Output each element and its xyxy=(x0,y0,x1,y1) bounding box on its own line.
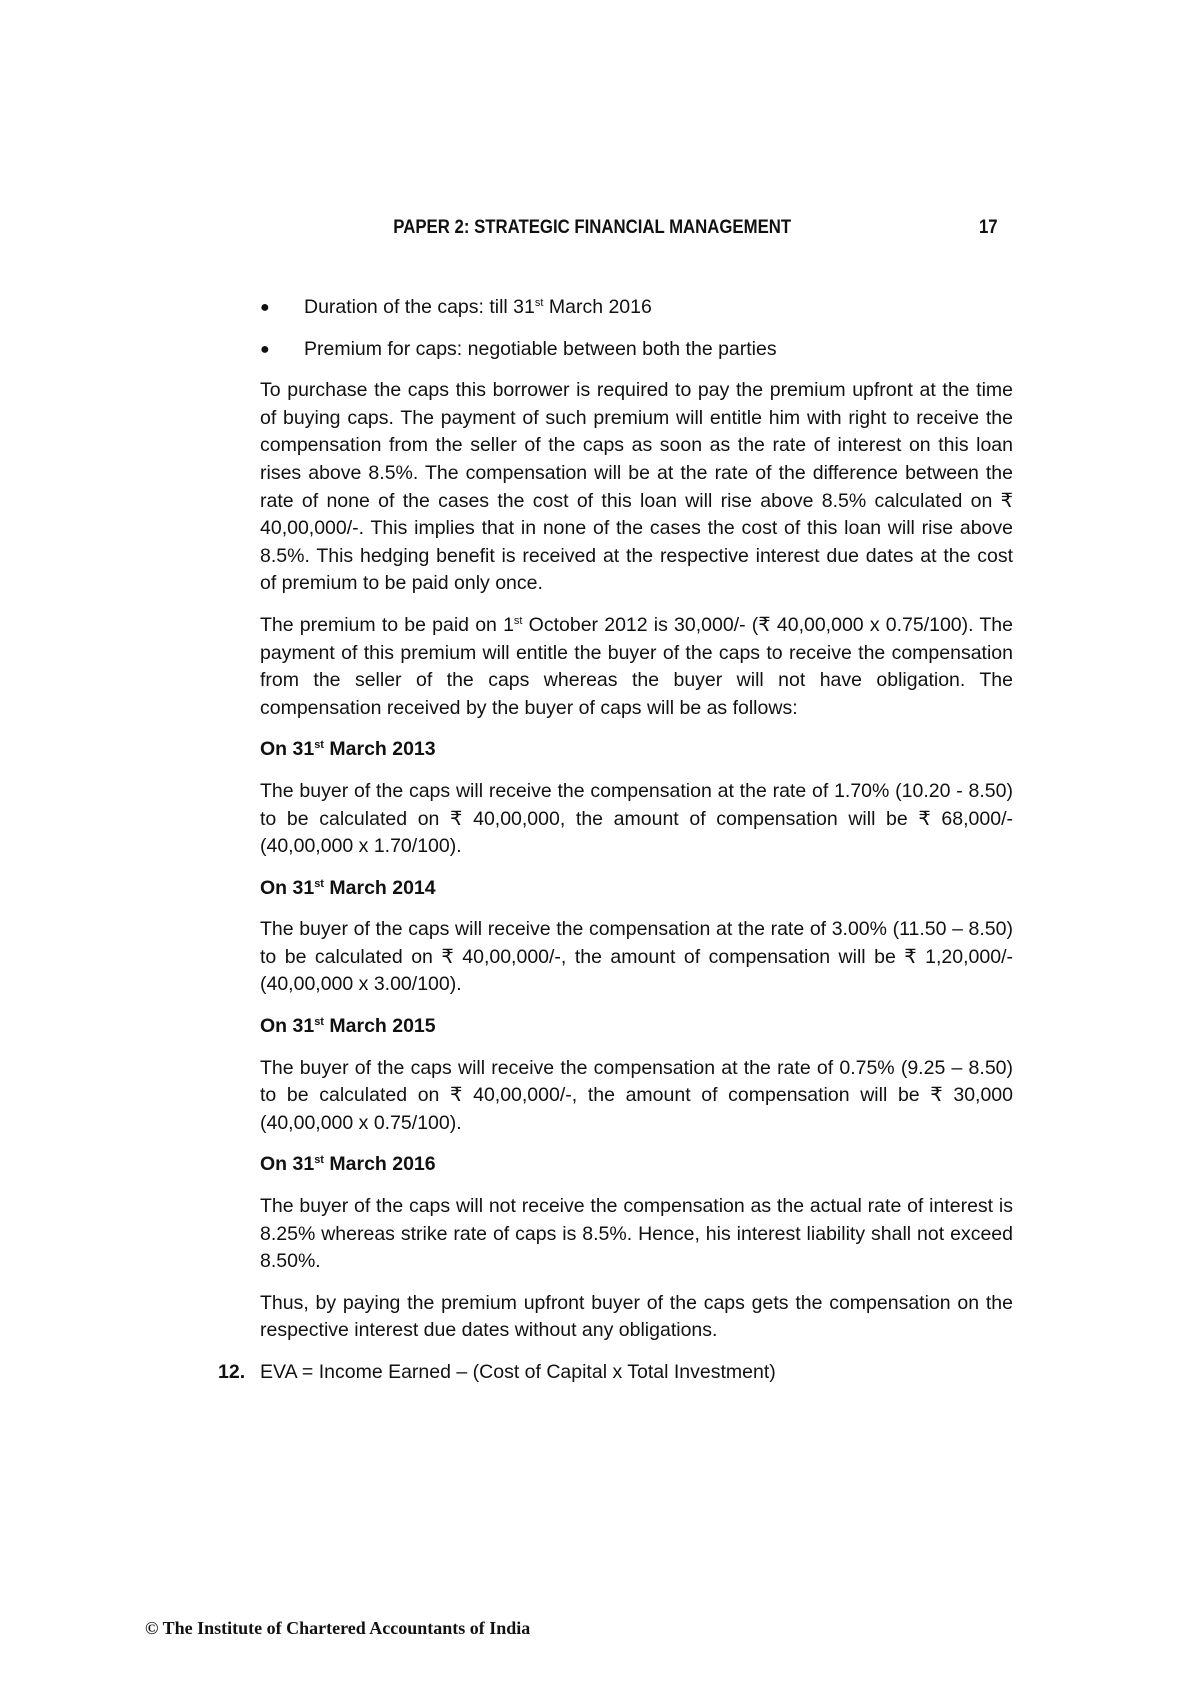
bullet-text: Premium for caps: negotiable between both the parties xyxy=(304,337,777,360)
section-heading xyxy=(260,1013,1013,1041)
page-header xyxy=(260,216,998,242)
section-heading xyxy=(260,875,1013,903)
superscript: st xyxy=(534,297,544,309)
paragraph: The buyer of the caps will receive the compensation at the rate of 3.00% (11.50 – 8.50) to be calculated on ₹ 40,00,000/-, the amount of compensation will be ₹ 1,20,000/- (40,00,000 x 3.00/100). xyxy=(260,918,1013,996)
page-number: 17 xyxy=(978,216,998,238)
numbered-item xyxy=(218,1359,1013,1387)
superscript: st xyxy=(314,877,324,890)
bullet-icon: ● xyxy=(260,340,270,358)
item-text: EVA = Income Earned – (Cost of Capital x Total Investment) xyxy=(260,1361,776,1383)
paragraph-text: October 2012 is 30,000/- (₹ 40,00,000 x 0.75/100). The payment of this premium will entitle the buyer of the caps to receive the compensation from the seller of the caps whereas the buyer will not have obligation. The compensation received by the buyer of caps will be as follows: xyxy=(260,613,1013,719)
paragraph: The buyer of the caps will not receive the compensation as the actual rate of interest is 8.25% whereas strike rate of caps is 8.5%. Hence, his interest liability shall not exceed 8.50%. xyxy=(260,1195,1013,1273)
heading-text: On 31 xyxy=(260,738,315,761)
paragraph: The buyer of the caps will receive the compensation at the rate of 1.70% (10.20 - 8.50) to be calculated on ₹ 40,00,000, the amount of compensation will be ₹ 68,000/- (40,00,000 x 1.70/100). xyxy=(260,779,1013,858)
list-item xyxy=(260,336,1013,364)
heading-text: On 31 xyxy=(260,1015,315,1038)
heading-text: March 2016 xyxy=(323,1153,436,1176)
paper-title: PAPER 2: STRATEGIC FINANCIAL MANAGEMENT xyxy=(393,216,792,238)
superscript: st xyxy=(314,1154,324,1167)
superscript: st xyxy=(314,1016,324,1029)
section-heading xyxy=(260,736,1013,764)
paragraph-text: The premium to be paid on 1 xyxy=(260,613,514,636)
item-number: 12. xyxy=(218,1361,246,1383)
copyright-footer: © The Institute of Chartered Accountants of India xyxy=(145,1618,531,1638)
superscript: st xyxy=(513,614,523,627)
paragraph: Thus, by paying the premium upfront buyer of the caps gets the compensation on the respective interest due dates without any obligations. xyxy=(260,1291,1013,1342)
bullet-icon: ● xyxy=(260,299,270,316)
heading-text: On 31 xyxy=(260,876,315,899)
list-item xyxy=(260,294,1013,322)
bullet-text: Duration of the caps: till 31 xyxy=(304,296,535,318)
heading-text: On 31 xyxy=(260,1153,315,1176)
paragraph xyxy=(260,612,1013,722)
page-content xyxy=(218,294,1013,1387)
paragraph: To purchase the caps this borrower is required to pay the premium upfront at the time of buying caps. The payment of such premium will entitle him with right to receive the compensation from the seller of the caps as soon as the rate of interest on this loan rises above 8.5%. The compensation will be at the rate of the difference between the rate of none of the cases the cost of this loan will rise above 8.5% calculated on ₹ 40,00,000/-. This implies that in none of the cases the cost of this loan will rise above 8.5%. This hedging benefit is received at the respective interest due dates at the cost of premium to be paid only once. xyxy=(260,379,1013,595)
heading-text: March 2015 xyxy=(323,1015,436,1038)
section-heading xyxy=(260,1151,1013,1179)
heading-text: March 2013 xyxy=(323,738,436,761)
superscript: st xyxy=(314,739,324,752)
bullet-text: March 2016 xyxy=(543,296,652,318)
paragraph: The buyer of the caps will receive the compensation at the rate of 0.75% (9.25 – 8.50) to be calculated on ₹ 40,00,000/-, the amount of compensation will be ₹ 30,000 (40,00,000 x 0.75/100). xyxy=(260,1056,1013,1134)
heading-text: March 2014 xyxy=(323,876,436,899)
bullet-list xyxy=(260,294,1013,363)
